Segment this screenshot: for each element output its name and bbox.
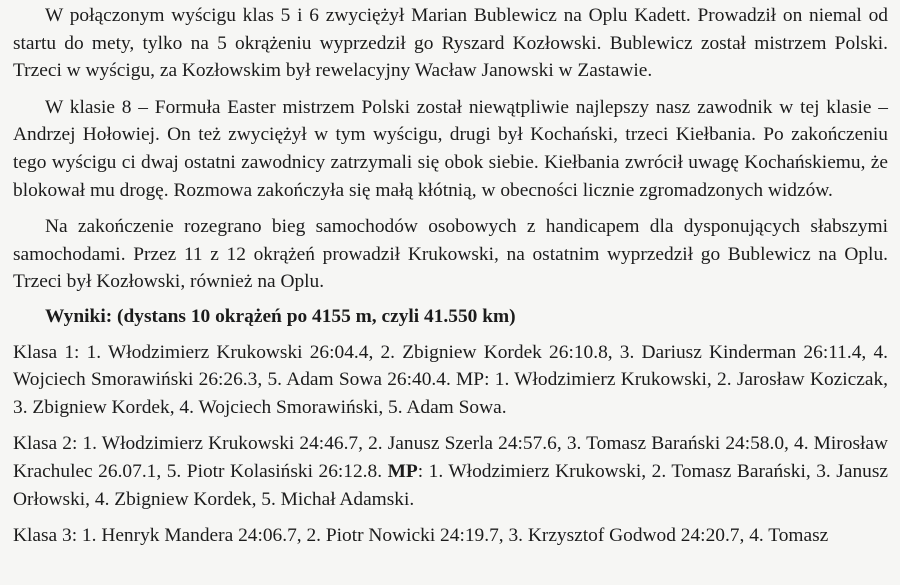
results-klasa-2 (13, 430, 888, 513)
klasa-2-mp-results: : 1. Włodzimierz Krukowski, 2. Tomasz Barański, 3. Janusz Orłowski, 4. Zbigniew Kordek, 5. Michał Adamski. (13, 460, 888, 510)
results-klasa-1: Klasa 1: 1. Włodzimierz Krukowski 26:04.4, 2. Zbigniew Kordek 26:10.8, 3. Dariusz Kinderman 26:11.4, 4. Wojciech Smorawiński 26:26.3, 5. Adam Sowa 26:40.4. MP: 1. Włodzimierz Krukowski, 2. Jarosław Koziczak, 3. Zbigniew Kordek, 4. Wojciech Smorawiński, 5. Adam Sowa. (13, 341, 888, 418)
results-heading: Wyniki: (dystans 10 okrążeń po 4155 m, czyli 41.550 km) (45, 305, 516, 327)
klasa-2-mp-label: MP (387, 460, 418, 482)
klasa-2-results-text: Klasa 2: 1. Włodzimierz Krukowski 24:46.7, 2. Janusz Szerla 24:57.6, 3. Tomasz Barański 24:58.0, 4. Mirosław Krachulec 26.07.1, 5. Piotr Kolasiński 26:12.8. (13, 433, 888, 482)
paragraph-handicap-race: Na zakończenie rozegrano bieg samochodów osobowych z handicapem dla dysponujących słabszymi samochodami. Przez 11 z 12 okrążeń prowadził Krukowski, na ostatnim wyprzedził go Bublewicz na Oplu. Trzeci był Kozłowski, również na Oplu. (13, 216, 888, 293)
paragraph-classes-5-6: W połączonym wyścigu klas 5 i 6 zwyciężył Marian Bublewicz na Oplu Kadett. Prowadził on niemal od startu do mety, tylko na 5 okrążeniu wyprzedził go Ryszard Kozłowski. Bublewicz został mistrzem Polski. Trzeci w wyścigu, za Kozłowskim był rewelacyjny Wacław Janowski w Zastawie. (13, 5, 888, 82)
paragraph-class-8: W klasie 8 – Formuła Easter mistrzem Polski został niewątpliwie najlepszy nasz zawodnik w tej klasie – Andrzej Hołowiej. On też zwyciężył w tym wyścigu, drugi był Kochański, trzeci Kiełbania. Po zakończeniu tego wyścigu ci dwaj ostatni zawodnicy zatrzymali się obok siebie. Kiełbania zwrócił uwagę Kochańskiemu, że blokował mu drogę. Rozmowa zakończyła się małą kłótnią, w obecności licznie zgromadzonych widzów. (13, 96, 888, 201)
results-klasa-3: Klasa 3: 1. Henryk Mandera 24:06.7, 2. Piotr Nowicki 24:19.7, 3. Krzysztof Godwod 24:20.7, 4. Tomasz (13, 525, 829, 547)
